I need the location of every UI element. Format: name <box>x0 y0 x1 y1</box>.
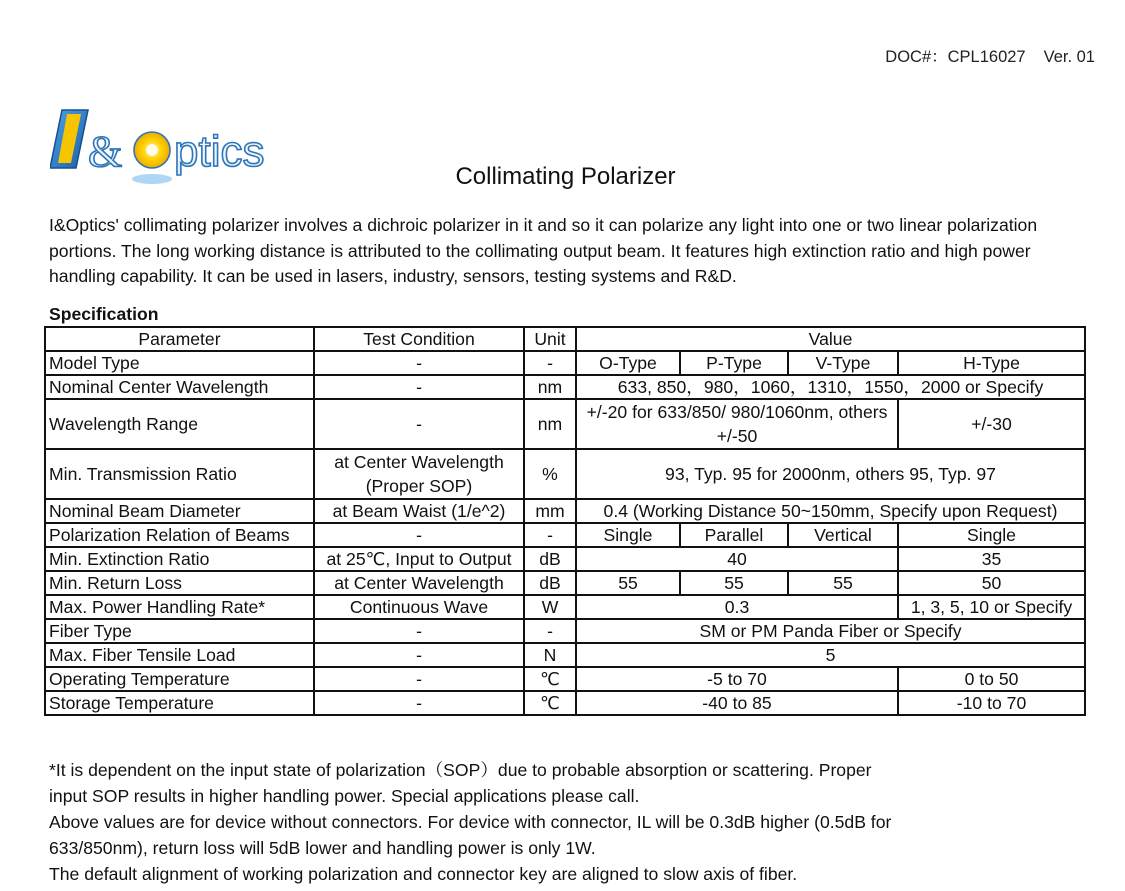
header-value: Value <box>576 327 1085 351</box>
value-cell-h: +/-30 <box>898 399 1085 449</box>
header-row <box>45 327 1085 351</box>
unit-cell: dB <box>524 571 576 595</box>
param-cell: Wavelength Range <box>45 399 314 449</box>
unit-cell: nm <box>524 399 576 449</box>
value-cell-h: -10 to 70 <box>898 691 1085 715</box>
value-cell-h: 35 <box>898 547 1085 571</box>
table-row <box>45 571 1085 595</box>
value-cell-v: 55 <box>788 571 898 595</box>
condition-cell: - <box>314 351 524 375</box>
table-row <box>45 619 1085 643</box>
intro-paragraph: I&Optics' collimating polarizer involves a dichroic polarizer in it and so it can polarize any light into one or two linear polarization portions. The long working distance is attributed to the collimating output beam. It features high extinction ratio and high power handling capability. It can be used in lasers, industry, sensors, testing systems and R&D. <box>49 215 1038 286</box>
unit-cell: mm <box>524 499 576 523</box>
table-row <box>45 667 1085 691</box>
value-cell-opv: 0.3 <box>576 595 898 619</box>
param-cell: Min. Extinction Ratio <box>45 547 314 571</box>
param-cell: Storage Temperature <box>45 691 314 715</box>
value-cell-h: Single <box>898 523 1085 547</box>
condition-cell: - <box>314 667 524 691</box>
table-row <box>45 351 1085 375</box>
table-row <box>45 499 1085 523</box>
header-condition: Test Condition <box>314 327 524 351</box>
condition-cell: at 25℃, Input to Output <box>314 547 524 571</box>
unit-cell: - <box>524 619 576 643</box>
type-cell-o: O-Type <box>576 351 680 375</box>
value-cell: 0.4 (Working Distance 50~150mm, Specify upon Request) <box>576 499 1085 523</box>
doc-version: Ver. 01 <box>1043 48 1095 66</box>
value-cell-v: Vertical <box>788 523 898 547</box>
unit-cell: - <box>524 523 576 547</box>
header-parameter: Parameter <box>45 327 314 351</box>
condition-cell: - <box>314 643 524 667</box>
value-cell-h: 1, 3, 5, 10 or Specify <box>898 595 1085 619</box>
param-cell: Operating Temperature <box>45 667 314 691</box>
value-cell: 5 <box>576 643 1085 667</box>
table-row <box>45 449 1085 499</box>
param-cell: Min. Transmission Ratio <box>45 449 314 499</box>
value-cell-h: 50 <box>898 571 1085 595</box>
footnote-line: The default alignment of working polarization and connector key are aligned to slow axis of fiber. <box>49 864 798 884</box>
value-cell-p: Parallel <box>680 523 788 547</box>
value-cell-opv: -40 to 85 <box>576 691 898 715</box>
condition-cell: at Beam Waist (1/e^2) <box>314 499 524 523</box>
unit-cell: N <box>524 643 576 667</box>
condition-cell: - <box>314 691 524 715</box>
page-title: Collimating Polarizer <box>455 163 676 190</box>
value-cell-p: 55 <box>680 571 788 595</box>
unit-cell: nm <box>524 375 576 399</box>
table-row <box>45 595 1085 619</box>
unit-cell: ℃ <box>524 691 576 715</box>
type-cell-v: V-Type <box>788 351 898 375</box>
param-cell: Polarization Relation of Beams <box>45 523 314 547</box>
svg-text:&: & <box>88 127 123 176</box>
type-cell-h: H-Type <box>898 351 1085 375</box>
param-cell: Fiber Type <box>45 619 314 643</box>
value-cell: 93, Typ. 95 for 2000nm, others 95, Typ. 97 <box>576 449 1085 499</box>
doc-number: DOC#：CPL16027 <box>885 48 1026 66</box>
svg-text:ptics: ptics <box>174 127 265 176</box>
unit-cell: W <box>524 595 576 619</box>
footnotes <box>49 757 1109 887</box>
value-cell-opv: 40 <box>576 547 898 571</box>
param-cell: Min. Return Loss <box>45 571 314 595</box>
condition-cell: - <box>314 375 524 399</box>
table-row <box>45 643 1085 667</box>
condition-cell: at Center Wavelength <box>314 571 524 595</box>
param-cell: Model Type <box>45 351 314 375</box>
footnote-line: input SOP results in higher handling power. Special applications please call. <box>49 786 640 806</box>
param-cell: Max. Fiber Tensile Load <box>45 643 314 667</box>
unit-cell: - <box>524 351 576 375</box>
table-row <box>45 523 1085 547</box>
unit-cell: % <box>524 449 576 499</box>
condition-cell: - <box>314 399 524 449</box>
footnote-line: Above values are for device without connectors. For device with connector, IL will be 0.3dB higher (0.5dB for <box>49 812 892 832</box>
value-cell: 633, 850，980，1060，1310，1550，2000 or Specify <box>576 375 1085 399</box>
param-cell: Nominal Beam Diameter <box>45 499 314 523</box>
spec-label: Specification <box>49 304 159 324</box>
value-cell-opv: +/-20 for 633/850/ 980/1060nm, others +/-50 <box>576 399 898 449</box>
unit-cell: ℃ <box>524 667 576 691</box>
spec-table <box>44 326 1086 716</box>
table-row <box>45 547 1085 571</box>
footnote-line: 633/850nm), return loss will 5dB lower and handling power is only 1W. <box>49 838 596 858</box>
value-cell-h: 0 to 50 <box>898 667 1085 691</box>
value-cell-opv: -5 to 70 <box>576 667 898 691</box>
unit-cell: dB <box>524 547 576 571</box>
value-cell-o: Single <box>576 523 680 547</box>
condition-cell: - <box>314 619 524 643</box>
header-unit: Unit <box>524 327 576 351</box>
condition-cell: - <box>314 523 524 547</box>
condition-cell: at Center Wavelength (Proper SOP) <box>314 449 524 499</box>
param-cell: Nominal Center Wavelength <box>45 375 314 399</box>
value-cell-o: 55 <box>576 571 680 595</box>
table-row <box>45 375 1085 399</box>
doc-header <box>885 43 1095 67</box>
table-row <box>45 399 1085 449</box>
param-cell: Max. Power Handling Rate* <box>45 595 314 619</box>
value-cell: SM or PM Panda Fiber or Specify <box>576 619 1085 643</box>
footnote-line: *It is dependent on the input state of polarization（SOP）due to probable absorption or scattering. Proper <box>49 760 872 780</box>
table-row <box>45 691 1085 715</box>
condition-cell: Continuous Wave <box>314 595 524 619</box>
type-cell-p: P-Type <box>680 351 788 375</box>
